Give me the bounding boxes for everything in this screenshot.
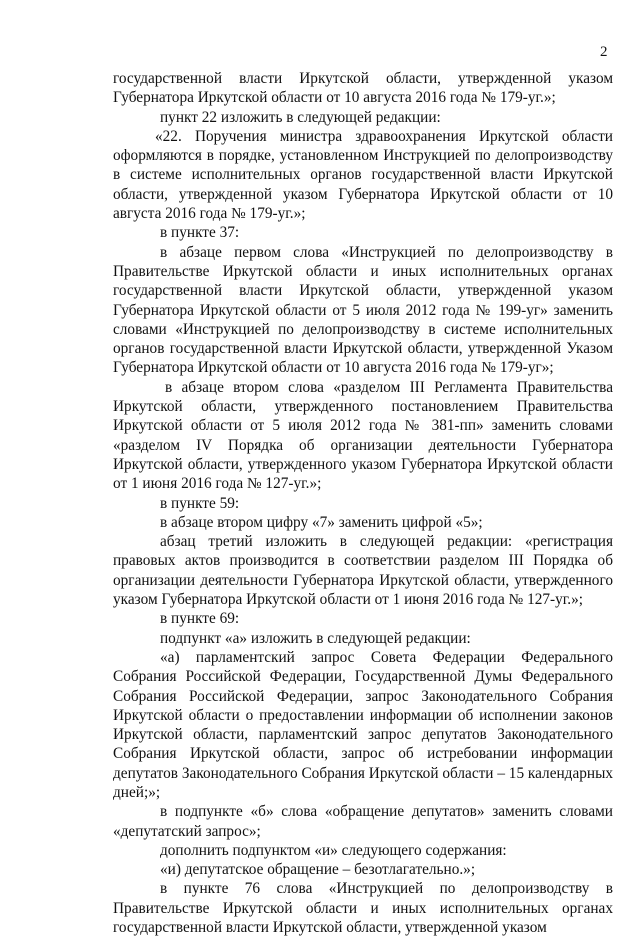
paragraph: абзац третий изложить в следующей редакции: «регистрация правовых актов производится в соответствии разделом III Порядка об организации деятельности Губернатора Иркутской области, утвержденного указом Губернатора Иркутской области от 1 июня 2016 года № 127-уг.»;	[113, 533, 613, 609]
paragraph: дополнить подпунктом «и» следующего содержания:	[160, 841, 507, 859]
paragraph: в пункте 76 слова «Инструкцией по делопроизводству в Правительстве Иркутской области и иных исполнительных органах государственной власти Иркутской области, утвержденной указом	[113, 880, 613, 937]
paragraph: в пункте 69:	[160, 610, 240, 628]
page-number: 2	[600, 44, 608, 60]
paragraph: государственной власти Иркутской области, утвержденной указом Губернатора Иркутской области от 10 августа 2016 года № 179-уг.»;	[113, 70, 613, 107]
paragraph: «а) парламентский запрос Совета Федерации Федерального Собрания Российской Федерации, Государственной Думы Федерального Собрания Российской Федерации, запрос Законодательного Собрания Иркутской области о предоставлении информации об исполнении законов Иркутской области, парламентский запрос депутатов Законодательного Собрания Иркутской области, запрос об истребовании информации депутатов Законодательного Собрания Иркутской области – 15 календарных дней;»;	[113, 648, 613, 801]
paragraph: в абзаце втором цифру «7» заменить цифрой «5»;	[160, 513, 483, 531]
paragraph: «и) депутатское обращение – безотлагательно.»;	[160, 861, 476, 879]
paragraph: подпункт «а» изложить в следующей редакции:	[160, 629, 471, 647]
paragraph: пункт 22 изложить в следующей редакции:	[160, 108, 441, 126]
paragraph: в абзаце втором слова «разделом III Регламента Правительства Иркутской области, утвержденного постановлением Правительства Иркутской области от 5 июля 2012 года № 381-пп» заменить словами «разделом IV Порядка об организации деятельности Губернатора Иркутской области, утвержденного указом Губернатора Иркутской области от 1 июня 2016 года № 127-уг.»;	[113, 378, 613, 493]
document-body	[113, 69, 613, 937]
paragraph: в подпункте «б» слова «обращение депутатов» заменить словами «депутатский запрос»;	[113, 803, 613, 840]
paragraph: в пункте 59:	[160, 494, 240, 512]
paragraph: в пункте 37:	[160, 224, 240, 242]
paragraph: «22. Поручения министра здравоохранения Иркутской области оформляются в порядке, установленном Инструкцией по делопроизводству в системе исполнительных органов государственной власти Иркутской области, утвержденной указом Губернатора Иркутской области от 10 августа 2016 года № 179-уг.»;	[113, 127, 613, 223]
paragraph: в абзаце первом слова «Инструкцией по делопроизводству в Правительстве Иркутской области и иных исполнительных органах государственной власти Иркутской области, утвержденной указом Губернатора Иркутской области от 5 июля 2012 года № 199-уг» заменить словами «Инструкцией по делопроизводству в системе исполнительных органов государственной власти Иркутской области, утвержденной Указом Губернатора Иркутской области от 10 августа 2016 года № 179-уг»;	[113, 243, 613, 377]
